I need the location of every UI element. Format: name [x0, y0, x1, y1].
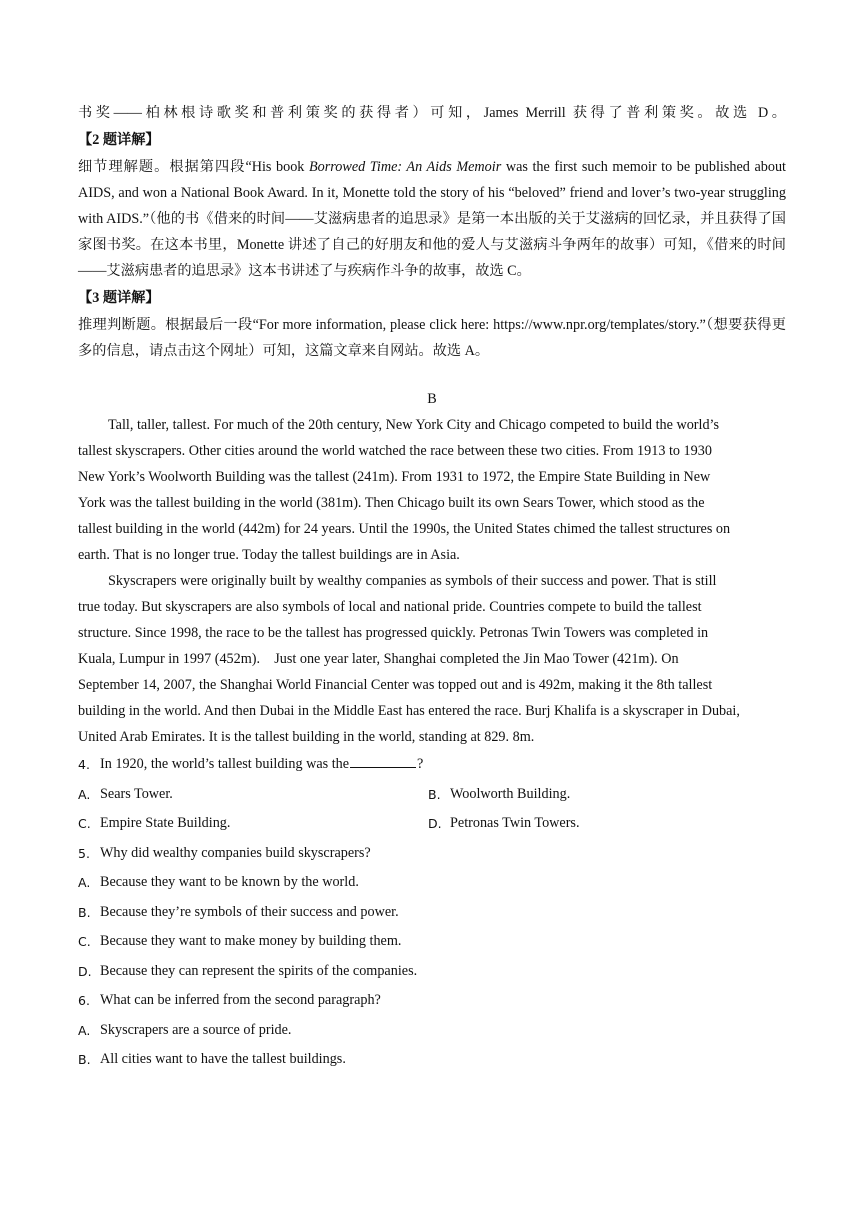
option-label: B.	[428, 786, 441, 802]
section-3-heading: 【3 题详解】	[78, 290, 160, 306]
passage-paragraph-2	[78, 568, 786, 750]
answer-blank	[350, 753, 416, 768]
passage-line: structure. Since 1998, the race to be the tallest has progressed quickly. Petronas Twin Towers was completed in	[78, 625, 709, 641]
passage-line: Skyscrapers were originally built by wealthy companies as symbols of their success and power. That is still	[108, 573, 717, 589]
question-text	[100, 750, 423, 780]
question-number: 4.	[78, 757, 90, 772]
question-4-options-row-1	[78, 780, 786, 810]
option-b[interactable]	[78, 898, 786, 928]
option-b[interactable]	[78, 1045, 786, 1075]
passage-paragraph-1	[78, 412, 786, 568]
question-5	[78, 839, 786, 869]
option-label: C.	[78, 934, 91, 949]
section-2-explanation	[78, 154, 786, 284]
option-a[interactable]	[78, 780, 428, 810]
option-text: Because they want to be known by the world.	[100, 874, 359, 890]
section-2-text-b: was the first such memoir to be published about AIDS, and won a National Book Award. In it, Monette told the story of his “beloved” friend and lover’s two-year struggling with AIDS.”（他的书《借来的时间——艾滋病患者的追思录》是第一本出版的关于艾滋病的回忆录，并且获得了国家图书奖。在这本书里，Monette 讲述了自己的好朋友和他的爱人与艾滋病斗争两年的故事）可知，《借来的时间——艾滋病患者的追思录》这本书讲述了与疾病作斗争的故事，故选 C。	[78, 159, 786, 279]
passage-line: York was the tallest building in the world (381m). Then Chicago built its own Sears Tower, which stood as the	[78, 495, 705, 511]
question-6	[78, 986, 786, 1016]
question-text-a: In 1920, the world’s tallest building was the	[100, 756, 350, 772]
question-text-b: ?	[417, 756, 424, 772]
passage-line: New York’s Woolworth Building was the tallest (241m). From 1931 to 1972, the Empire State Building in New	[78, 469, 711, 485]
section-3-explanation: 推理判断题。根据最后一段“For more information, please click here: https://www.npr.org/templates/story.”（想要获得更多的信息，请点击这个网址）可知，这篇文章来自网站。故选 A。	[78, 317, 786, 359]
section-2-heading: 【2 题详解】	[78, 132, 160, 148]
option-d[interactable]	[78, 957, 786, 987]
option-label: D.	[428, 816, 442, 831]
passage-line: true today. But skyscrapers are also symbols of local and national pride. Countries compete to build the tallest	[78, 599, 702, 615]
option-b[interactable]	[428, 780, 778, 810]
option-text: All cities want to have the tallest buildings.	[100, 1051, 346, 1067]
passage-line: earth. That is no longer true. Today the tallest buildings are in Asia.	[78, 547, 460, 563]
option-label: A.	[78, 786, 91, 802]
passage-line: tallest building in the world (442m) for 24 years. Until the 1990s, the United States chimed the tallest structures on	[78, 521, 731, 537]
option-a[interactable]	[78, 868, 786, 898]
passage-line: Tall, taller, tallest. For much of the 20th century, New York City and Chicago competed to build the world’s	[108, 417, 720, 433]
option-d[interactable]	[428, 809, 778, 839]
book-title: Borrowed Time: An Aids Memoir	[308, 159, 502, 175]
section-2-text-a: 细节理解题。根据第四段“His book	[78, 159, 309, 175]
document-page	[78, 100, 786, 1075]
question-4	[78, 750, 786, 780]
option-a[interactable]	[78, 1016, 786, 1046]
question-text: What can be inferred from the second paragraph?	[100, 992, 381, 1008]
passage-line: building in the world. And then Dubai in the Middle East has entered the race. Burj Khalifa is a skyscraper in Dubai,	[78, 703, 740, 719]
option-label: A.	[78, 1022, 91, 1038]
option-text: Petronas Twin Towers.	[450, 815, 580, 831]
option-text: Because they want to make money by building them.	[100, 933, 402, 949]
option-text: Empire State Building.	[100, 815, 231, 831]
option-text: Sears Tower.	[100, 785, 173, 802]
option-text: Because they’re symbols of their success and power.	[100, 903, 399, 920]
passage-line: United Arab Emirates. It is the tallest building in the world, standing at 829. 8m.	[78, 729, 535, 745]
option-text: Because they can represent the spirits of the companies.	[100, 962, 418, 979]
option-label: C.	[78, 816, 91, 831]
passage-line: tallest skyscrapers. Other cities around the world watched the race between these two cities. From 1913 to 1930	[78, 443, 712, 459]
passage-line: Kuala, Lumpur in 1997 (452m). Just one year later, Shanghai completed the Jin Mao Tower (421m). On	[78, 651, 679, 667]
question-text: Why did wealthy companies build skyscrapers?	[100, 844, 371, 861]
option-label: A.	[78, 875, 91, 890]
option-c[interactable]	[78, 809, 428, 839]
answer-1-tail: 书奖——柏林根诗歌奖和普利策奖的获得者）可知，James Merrill 获得了普利策奖。故选 D。	[78, 105, 786, 121]
option-label: D.	[78, 963, 92, 979]
option-text: Woolworth Building.	[450, 785, 571, 802]
question-4-options-row-2	[78, 809, 786, 839]
option-label: B.	[78, 904, 91, 920]
option-text: Skyscrapers are a source of pride.	[100, 1021, 292, 1038]
passage-letter: B	[427, 391, 437, 407]
option-c[interactable]	[78, 927, 786, 957]
question-number: 6.	[78, 993, 90, 1008]
option-label: B.	[78, 1052, 91, 1067]
passage-line: September 14, 2007, the Shanghai World Financial Center was topped out and is 492m, making it the 8th tallest	[78, 677, 713, 693]
question-number: 5.	[78, 845, 90, 861]
